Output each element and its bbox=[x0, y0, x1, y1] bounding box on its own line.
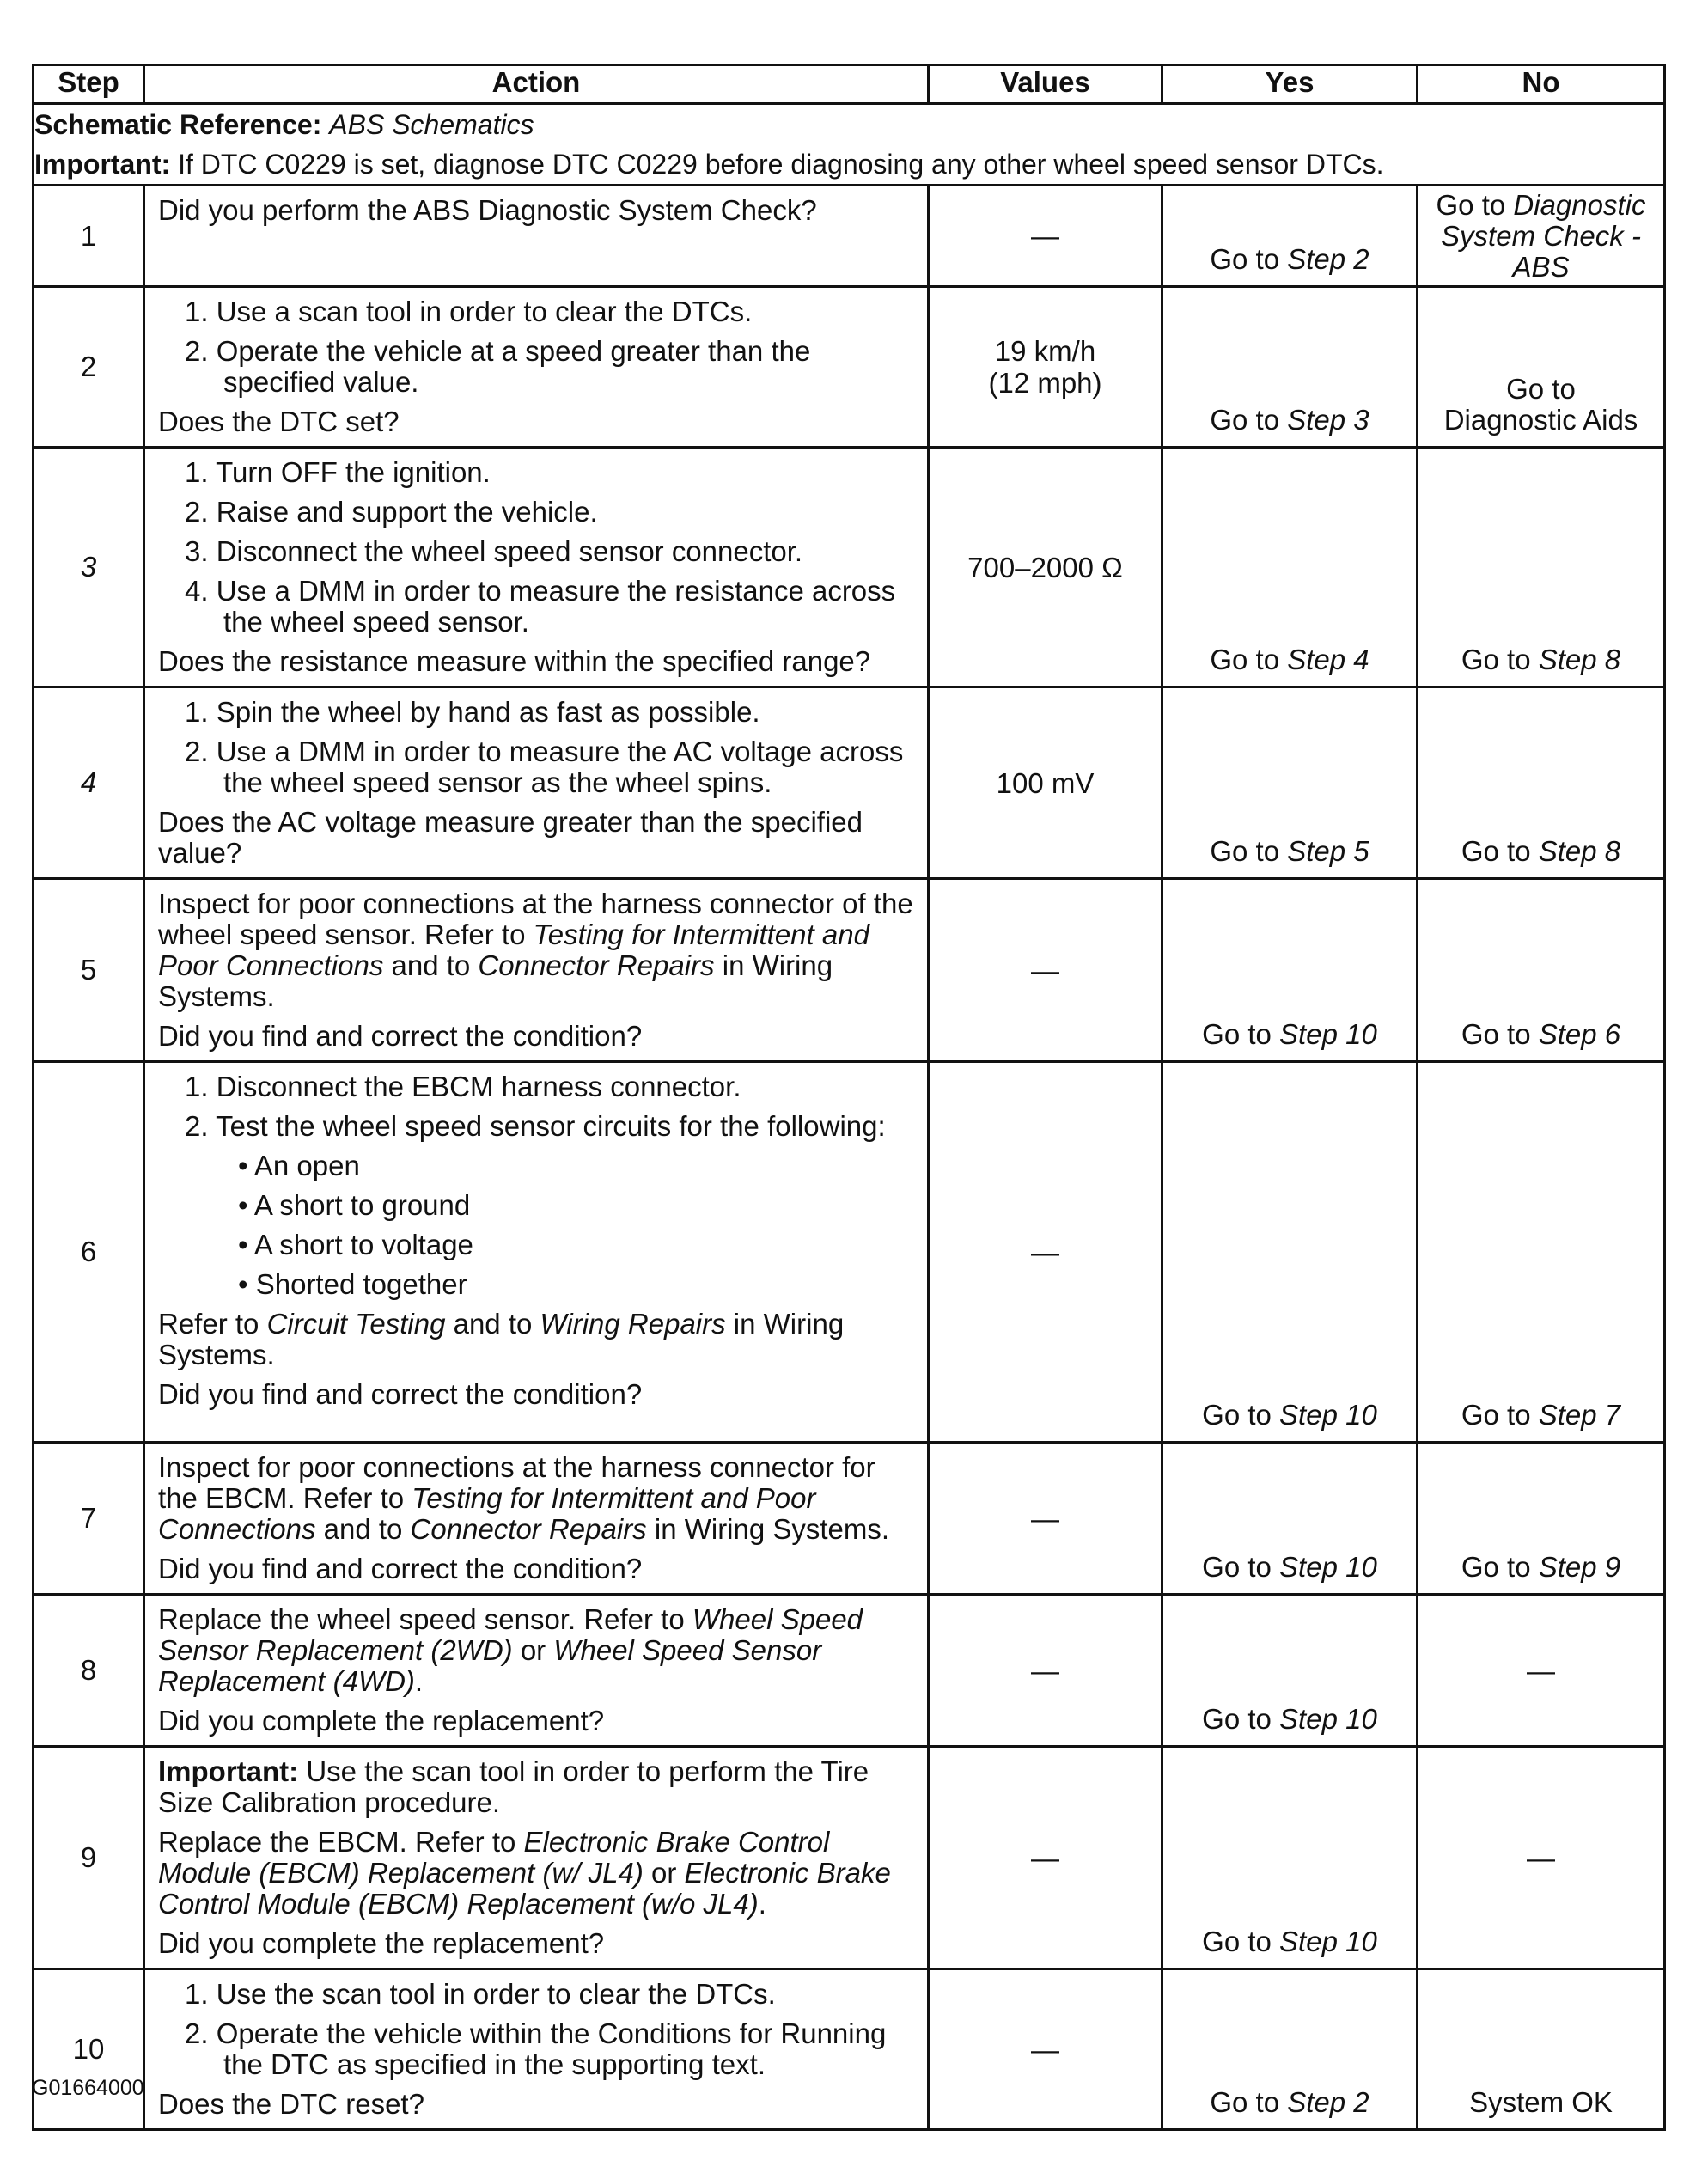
no-cell: Go to Step 8 bbox=[1418, 687, 1665, 879]
header-row bbox=[34, 65, 1665, 104]
value-cell: — bbox=[929, 1747, 1162, 1969]
table-row bbox=[34, 1969, 1665, 2130]
step-number: 1 bbox=[34, 186, 144, 287]
value-cell: 19 km/h (12 mph) bbox=[929, 287, 1162, 448]
value-cell: 700–2000 Ω bbox=[929, 448, 1162, 687]
action-cell: Important: Use the scan tool in order to perform the Tire Size Calibration procedure. Replace the EBCM. Refer to Electronic Brake Control Module (EBCM) Replacement (w/ JL4) or Electronic Brake Control Module (EBCM) Replacement (w/o JL4). Did you complete the replacement? bbox=[144, 1747, 929, 1969]
important-note: Important: If DTC C0229 is set, diagnose DTC C0229 before diagnosing any other wheel speed sensor DTCs. bbox=[34, 149, 1384, 180]
action-cell: Inspect for poor connections at the harness connector of the wheel speed sensor. Refer to Testing for Intermittent and Poor Connections and to Connector Repairs in Wiring Systems. Did you find and correct the condition? bbox=[144, 879, 929, 1062]
value-cell: — bbox=[929, 1969, 1162, 2130]
header-values: Values bbox=[929, 65, 1162, 104]
no-cell: Go to Step 7 bbox=[1418, 1062, 1665, 1443]
header-action: Action bbox=[144, 65, 929, 104]
no-cell: Go to Diagnostic Aids bbox=[1418, 287, 1665, 448]
no-cell: Go to Step 8 bbox=[1418, 448, 1665, 687]
header-step: Step bbox=[34, 65, 144, 104]
action-cell: 1. Use a scan tool in order to clear the DTCs. 2. Operate the vehicle at a speed greater than the specified value. Does the DTC set? bbox=[144, 287, 929, 448]
figure-id: G01664000 bbox=[32, 2076, 144, 2100]
value-cell: — bbox=[929, 879, 1162, 1062]
yes-cell: Go to Step 5 bbox=[1162, 687, 1418, 879]
value-cell: — bbox=[929, 1062, 1162, 1443]
action-cell: Did you perform the ABS Diagnostic System Check? bbox=[144, 186, 929, 287]
reference-cell bbox=[34, 104, 1665, 186]
value-cell: — bbox=[929, 186, 1162, 287]
step-number: 2 bbox=[34, 287, 144, 448]
no-cell: Go to Diagnostic System Check - ABS bbox=[1418, 186, 1665, 287]
value-cell: — bbox=[929, 1443, 1162, 1595]
yes-cell: Go to Step 2 bbox=[1162, 1969, 1418, 2130]
action-cell: 1. Disconnect the EBCM harness connector. 2. Test the wheel speed sensor circuits for the following: • An open • A short to ground • A short to voltage • Shorted together Refer to Circuit Testing and to Wiring Repairs in Wiring Systems. Did you find and correct the condition? bbox=[144, 1062, 929, 1443]
yes-cell: Go to Step 3 bbox=[1162, 287, 1418, 448]
table-row bbox=[34, 1595, 1665, 1747]
step-number: 7 bbox=[34, 1443, 144, 1595]
table-row bbox=[34, 287, 1665, 448]
table-row bbox=[34, 1443, 1665, 1595]
schematic-reference: Schematic Reference: ABS Schematics bbox=[34, 109, 534, 140]
step-number: 8 bbox=[34, 1595, 144, 1747]
action-cell: Inspect for poor connections at the harness connector for the EBCM. Refer to Testing for Intermittent and Poor Connections and to Connector Repairs in Wiring Systems. Did you find and correct the condition? bbox=[144, 1443, 929, 1595]
value-cell: 100 mV bbox=[929, 687, 1162, 879]
yes-cell: Go to Step 2 bbox=[1162, 186, 1418, 287]
no-cell: Go to Step 9 bbox=[1418, 1443, 1665, 1595]
yes-cell: Go to Step 10 bbox=[1162, 1443, 1418, 1595]
action-cell: 1. Turn OFF the ignition. 2. Raise and support the vehicle. 3. Disconnect the wheel speed sensor connector. 4. Use a DMM in order to measure the resistance across the wheel speed sensor. Does the resistance measure within the specified range? bbox=[144, 448, 929, 687]
action-cell: 1. Use the scan tool in order to clear the DTCs. 2. Operate the vehicle within the Conditions for Running the DTC as specified in the supporting text. Does the DTC reset? bbox=[144, 1969, 929, 2130]
table-row bbox=[34, 879, 1665, 1062]
yes-cell: Go to Step 10 bbox=[1162, 1595, 1418, 1747]
table-row bbox=[34, 1062, 1665, 1443]
no-cell: — bbox=[1418, 1595, 1665, 1747]
no-cell: Go to Step 6 bbox=[1418, 879, 1665, 1062]
action-cell: 1. Spin the wheel by hand as fast as possible. 2. Use a DMM in order to measure the AC voltage across the wheel speed sensor as the wheel spins. Does the AC voltage measure greater than the specified value? bbox=[144, 687, 929, 879]
table-row bbox=[34, 448, 1665, 687]
step-number: 6 bbox=[34, 1062, 144, 1443]
step-number: 5 bbox=[34, 879, 144, 1062]
header-no: No bbox=[1418, 65, 1665, 104]
no-cell: System OK bbox=[1418, 1969, 1665, 2130]
diagnostic-table bbox=[32, 64, 1666, 2131]
step-number: 4 bbox=[34, 687, 144, 879]
value-cell: — bbox=[929, 1595, 1162, 1747]
table-row bbox=[34, 1747, 1665, 1969]
header-yes: Yes bbox=[1162, 65, 1418, 104]
table-row bbox=[34, 687, 1665, 879]
no-cell: — bbox=[1418, 1747, 1665, 1969]
table-row bbox=[34, 186, 1665, 287]
yes-cell: Go to Step 4 bbox=[1162, 448, 1418, 687]
reference-row bbox=[34, 104, 1665, 186]
action-cell: Replace the wheel speed sensor. Refer to Wheel Speed Sensor Replacement (2WD) or Wheel Speed Sensor Replacement (4WD). Did you complete the replacement? bbox=[144, 1595, 929, 1747]
step-number: 3 bbox=[34, 448, 144, 687]
yes-cell: Go to Step 10 bbox=[1162, 879, 1418, 1062]
step-number: 9 bbox=[34, 1747, 144, 1969]
step-number: 10 bbox=[34, 1969, 144, 2130]
yes-cell: Go to Step 10 bbox=[1162, 1062, 1418, 1443]
yes-cell: Go to Step 10 bbox=[1162, 1747, 1418, 1969]
